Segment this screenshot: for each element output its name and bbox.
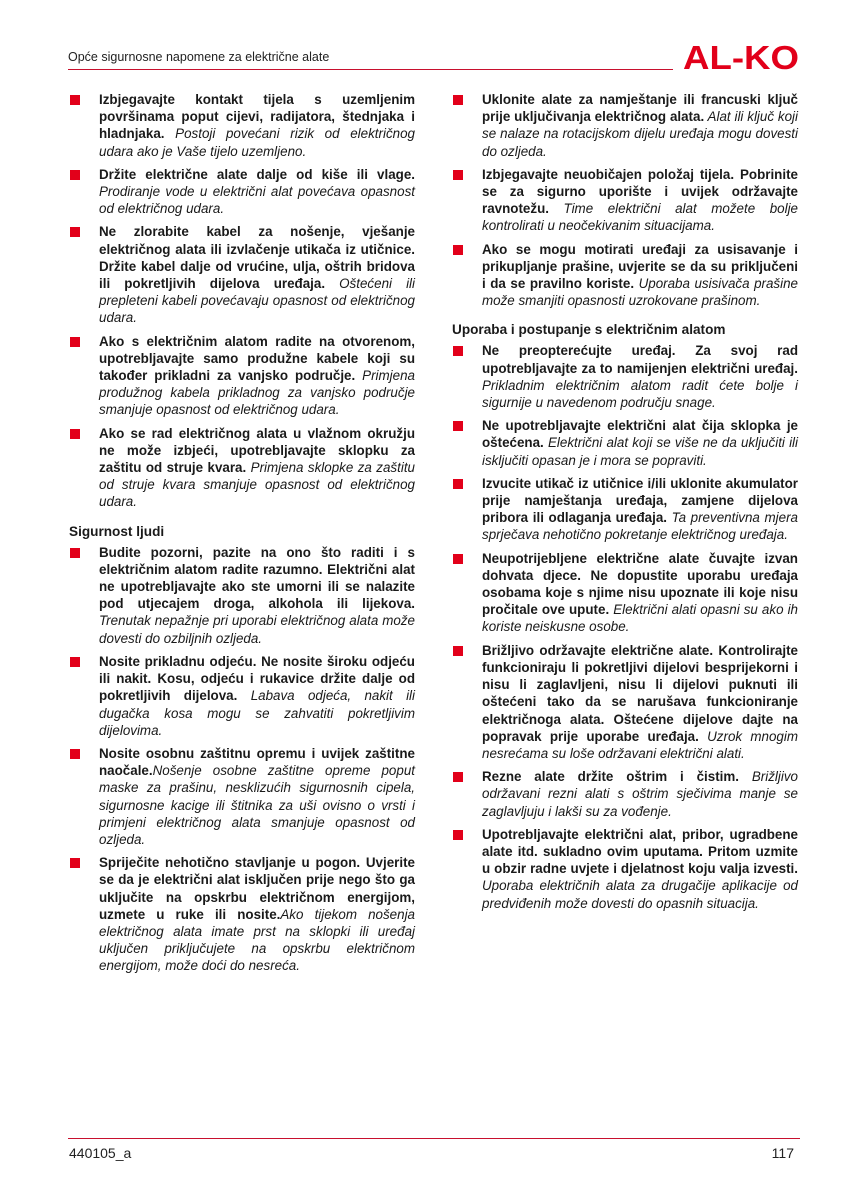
item-italic-text: Električni alati opasni su ako ih koriste neiskusne osobe. (482, 602, 798, 635)
list-item (452, 166, 798, 235)
bullet-icon (453, 554, 463, 564)
item-italic-text: Uporaba usisivača prašine može smanjiti opasnosti uzrokovane prašinom. (482, 276, 798, 309)
document-code: 440105_a (69, 1145, 132, 1161)
item-bold-text: Ne zlorabite kabel za nošenje, vješanje električnog alata ili izvlačenje utikača iz utičnice. Držite kabel dalje od vrućine, ulja, oštrih bridova ili pokretljivih dijelova uređaja. (99, 224, 415, 292)
list-item (452, 550, 798, 636)
item-italic-text: Postoji povećani rizik od električnog udara ako je Vaše tijelo uzemljeno. (99, 126, 415, 159)
item-bold-text: Nosite osobnu zaštitnu opremu i uvijek zaštitne naočale. (99, 745, 415, 779)
bullet-icon (70, 749, 80, 759)
list-item (452, 768, 798, 820)
item-bold-text: Izvucite utikač iz utičnice i/ili uklonite akumulator prije namještanja uređaja, zamjene dijelova pribora ili odlaganja uređaja. (482, 475, 798, 526)
item-italic-text: Uzrok mnogim nesrećama su loše održavani električni alati. (482, 728, 798, 761)
bullet-icon (70, 95, 80, 105)
page-number: 117 (771, 1145, 794, 1161)
al-ko-logo (682, 42, 800, 72)
bullet-icon (70, 657, 80, 667)
left-column (69, 91, 415, 981)
bullet-icon (453, 479, 463, 489)
item-bold-text: Rezne alate držite oštrim i čistim. (482, 769, 740, 785)
list-item (452, 475, 798, 544)
bullet-icon (453, 646, 463, 656)
bullet-icon (70, 337, 80, 347)
item-bold-text: Ako se mogu motirati uređaji za usisavanje i prikupljanje prašine, uvjerite se da su priključeni i da se pravilno koriste. (482, 241, 798, 292)
bullet-icon (70, 548, 80, 558)
list-item (452, 91, 798, 160)
item-bold-text: Ne preopterećujte uređaj. Za svoj rad upotrebljavajte za to namijenjen električni uređaj. (482, 343, 798, 376)
item-italic-text: Nošenje osobne zaštitne opreme poput maske za prašinu, nesklizućih sigurnosnih cipela, sigurnosne kacige ili štitnika za uši ovisno o vrsti i primjeni električnog alata smanjuje opasnost od ozljeda. (99, 763, 415, 847)
item-bold-text: Upotrebljavajte električni alat, pribor, ugradbene alate itd. sukladno ovim uputama. Pritom uzmite u obzir radne uvjete i djelatnost koju valja izvesti. (482, 826, 798, 877)
section-heading-personal-safety: Sigurnost ljudi (69, 523, 165, 539)
item-bold-text: Neupotrijebljene električne alate čuvajte izvan dohvata djece. Ne dopustite uporabu uređaja osobama koje s njime nisu upoznate ili koje nisu pročitale ove upute. (482, 550, 798, 618)
item-italic-text: Prodiranje vode u električni alat povećava opasnost od električnog udara. (99, 184, 415, 217)
item-italic-text: Uporaba električnih alata za drugačije aplikacije od predviđenih može dovesti do opasnih situacija. (482, 878, 798, 911)
bullet-icon (453, 95, 463, 105)
item-bold-text: Ne upotrebljavajte električni alat čija sklopka je oštećena. (482, 418, 798, 451)
footer-divider (68, 1138, 800, 1139)
item-italic-text: Prikladnim električnim alatom radit ćete bolje i sigurnije u navedenom području snage. (482, 377, 798, 411)
item-italic-text: Brižljivo održavani rezni alati s oštrim sječivima manje se zaglavljuju i lakši su za vođenje. (482, 769, 798, 819)
list-item (69, 333, 415, 419)
list-item (69, 544, 415, 647)
item-italic-text: Ta preventivna mjera sprječava nehotično pokretanje električnog uređaja. (482, 510, 798, 543)
item-italic-text: Alat ili ključ koji se nalaze na rotacijskom dijelu uređaja mogu dovesti do ozljeda. (482, 109, 798, 159)
item-italic-text: Primjena sklopke za zaštitu od struje kvara smanjuje opasnost od električnog udara. (99, 460, 415, 510)
bullet-icon (70, 429, 80, 439)
bullet-icon (453, 772, 463, 782)
al-ko-logo-text: AL-KO (683, 42, 799, 72)
bullet-icon (70, 170, 80, 180)
item-bold-text: Ako se rad električnog alata u vlažnom okružju ne može izbjeći, upotrebljavajte sklopku za zaštitu od struje kvara. (99, 425, 415, 476)
list-item (69, 854, 415, 974)
item-italic-text: Labava odjeća, nakit ili dugačka kosa mogu se zahvatiti pokretljivim dijelovima. (99, 688, 415, 738)
item-bold-text: Brižljivo održavajte električne alate. Kontrolirajte funkcioniraju li pokretljivi dijelovi besprijekorni i nisu li zaglavljeni, nisu li dijelovi puknuti ili oštećeni tako da se narušava funkcioniranje električnoga alata. Oštećene dijelove dajte na popravak prije uporabe uređaja. (482, 642, 798, 744)
list-item (69, 745, 415, 848)
item-italic-text: Oštećeni ili prepleteni kabeli povećavaju opasnost od električnog udara. (99, 276, 415, 326)
item-italic-text: Električni alat koji se više ne da uključiti ili isključiti opasan je i mora se popraviti. (482, 435, 798, 468)
item-italic-text: Primjena produžnog kabela prikladnog za vanjsko područje smanjuje opasnost od električnog udara. (99, 368, 415, 418)
section-heading-tool-use: Uporaba i postupanje s električnim alatom (452, 322, 726, 338)
list-item (452, 241, 798, 310)
list-item (69, 653, 415, 739)
list-item (452, 417, 798, 469)
item-bold-text: Izbjegavajte kontakt tijela s uzemljenim površinama poput cijevi, radijatora, štednjaka i hladnjaka. (99, 92, 415, 142)
item-bold-text: Nosite prikladnu odjeću. Ne nosite široku odjeću ili nakit. Kosu, odjeću i rukavice držite dalje od pokretljivih dijelova. (99, 653, 415, 704)
right-column (452, 91, 798, 918)
item-bold-text: Držite električne alate dalje od kiše ili vlage. (99, 166, 415, 182)
item-italic-text: Time električni alat možete bolje kontrolirati u neočekivanim situacijama. (482, 201, 798, 234)
item-bold-text: Ako s električnim alatom radite na otvorenom, upotrebljavajte samo produžne kabele koji su također prikladni za vanjsko područje. (99, 333, 415, 384)
bullet-icon (453, 830, 463, 840)
header-title: Opće sigurnosne napomene za električne alate (68, 50, 330, 64)
list-item (452, 342, 798, 411)
list-item (69, 223, 415, 326)
item-italic-text: Trenutak nepažnje pri uporabi električnog alata može dovesti do ozbiljnih ozljeda. (99, 613, 415, 646)
list-item (69, 425, 415, 511)
item-italic-text: Ako tijekom nošenja električnog alata imate prst na sklopki ili uređaj uključen priključujete na opskrbu električnom energijom, može doći do nesreća. (99, 906, 415, 974)
list-item (69, 91, 415, 160)
bullet-icon (70, 858, 80, 868)
list-item (69, 166, 415, 218)
bullet-icon (453, 346, 463, 356)
bullet-icon (453, 421, 463, 431)
item-bold-text: Budite pozorni, pazite na ono što raditi i s električnim alatom radite razumno. Električni alat ne upotrebljavajte ako ste umorni ili se nalazite pod utjecajem droga, alkohola ili lijekova. (99, 544, 415, 612)
item-bold-text: Spriječite nehotično stavljanje u pogon. Uvjerite se da je električni alat isključen prije nego što ga uključite na opskrbu električnom energijom, uzmete u ruke ili nosite. (99, 855, 415, 922)
bullet-icon (70, 227, 80, 237)
header-divider (68, 69, 673, 70)
bullet-icon (453, 170, 463, 180)
bullet-icon (453, 245, 463, 255)
list-item (452, 826, 798, 912)
list-item (452, 642, 798, 762)
item-bold-text: Uklonite alate za namještanje ili francuski ključ prije uključivanja električnog alata. (482, 92, 798, 125)
item-bold-text: Izbjegavajte neuobičajen položaj tijela. Pobrinite se za sigurno uporište i uvijek održavajte ravnotežu. (482, 166, 798, 217)
